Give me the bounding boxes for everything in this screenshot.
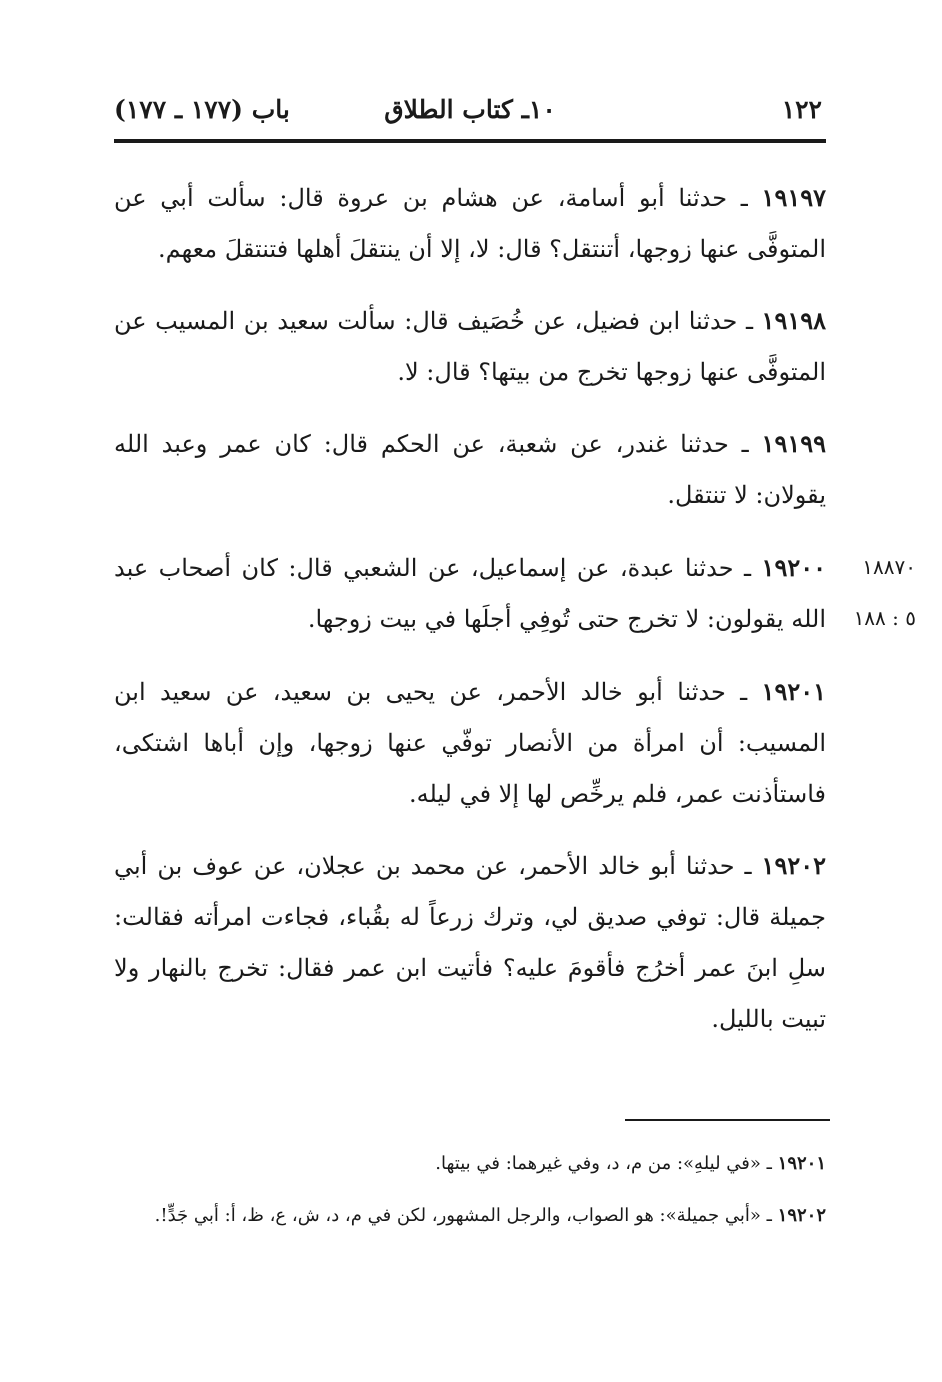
hadith-entry [114,840,826,1045]
hadith-text: ـ حدثنا عبدة، عن إسماعيل، عن الشعبي قال: كان أصحاب عبد الله يقولون: لا تخرج حتى تُوفِي أجلَها في بيت زوجها. [114,554,826,633]
margin-reference: ٥ : ١٨٨ [853,606,916,630]
footnote [114,1145,826,1182]
footnote-number: ١٩٢٠١ [777,1153,826,1174]
book-title: ١٠ـ كتاب الطلاق [384,95,556,124]
hadith-text: ـ حدثنا أبو خالد الأحمر، عن يحيى بن سعيد، عن سعيد ابن المسيب: أن امرأة من الأنصار توفّي عنها زوجها، وإن أباها اشتكى، فاستأذنت عمر، فلم يرخِّص لها إلا في ليله. [114,678,826,808]
hadith-entry [114,542,826,645]
hadith-entry [114,666,826,820]
hadith-number: ١٩١٩٧ [761,183,826,212]
hadith-text: ـ حدثنا ابن فضيل، عن خُصَيف قال: سألت سعيد بن المسيب عن المتوفَّى عنها زوجها تخرج من بيتها؟ قال: لا. [114,307,826,386]
hadith-text: ـ حدثنا غندر، عن شعبة، عن الحكم قال: كان عمر وعبد الله يقولان: لا تنتقل. [114,430,826,509]
running-header [114,95,826,139]
hadith-text: ـ حدثنا أبو خالد الأحمر، عن محمد بن عجلان، عن عوف بن أبي جميلة قال: توفي صديق لي، وترك زرعاً له بقُباء، فجاءت امرأته فقالت: سلِ ابنَ عمر أخرُج فأقومَ عليه؟ فأتيت ابن عمر فقال: تخرج بالنهار ولا تبيت بالليل. [114,852,826,1033]
footnote-rule [625,1119,830,1121]
chapter-title: باب (١٧٧ ـ ١٧٧) [114,95,290,124]
margin-reference: ١٨٨٧٠ [862,555,916,579]
hadith-number: ١٩٢٠١ [761,677,826,706]
hadith-number: ١٩٢٠٢ [761,851,826,880]
footnote-text: ـ «في ليلهِ»: من م، د، وفي غيرهما: في بيتها. [435,1153,772,1174]
hadith-number: ١٩٢٠٠ [761,553,826,582]
header-rule [114,139,826,143]
hadith-number: ١٩١٩٩ [761,429,826,458]
hadith-entry [114,295,826,398]
footnote [114,1197,826,1234]
footnote-number: ١٩٢٠٢ [777,1205,826,1226]
hadith-text: ـ حدثنا أبو أسامة، عن هشام بن عروة قال: سألت أبي عن المتوفَّى عنها زوجها، أتنتقل؟ قال: لا، إلا أن ينتقلَ أهلها فتنتقلَ معهم. [114,184,826,263]
hadith-entry [114,172,826,275]
footnote-text: ـ «أبي جميلة»: هو الصواب، والرجل المشهور، لكن في م، د، ش، ع، ظ، أ: أبي جَدٍّ!. [154,1205,772,1226]
hadith-entry [114,418,826,521]
page-number: ١٢٢ [781,95,822,124]
hadith-number: ١٩١٩٨ [761,306,826,335]
